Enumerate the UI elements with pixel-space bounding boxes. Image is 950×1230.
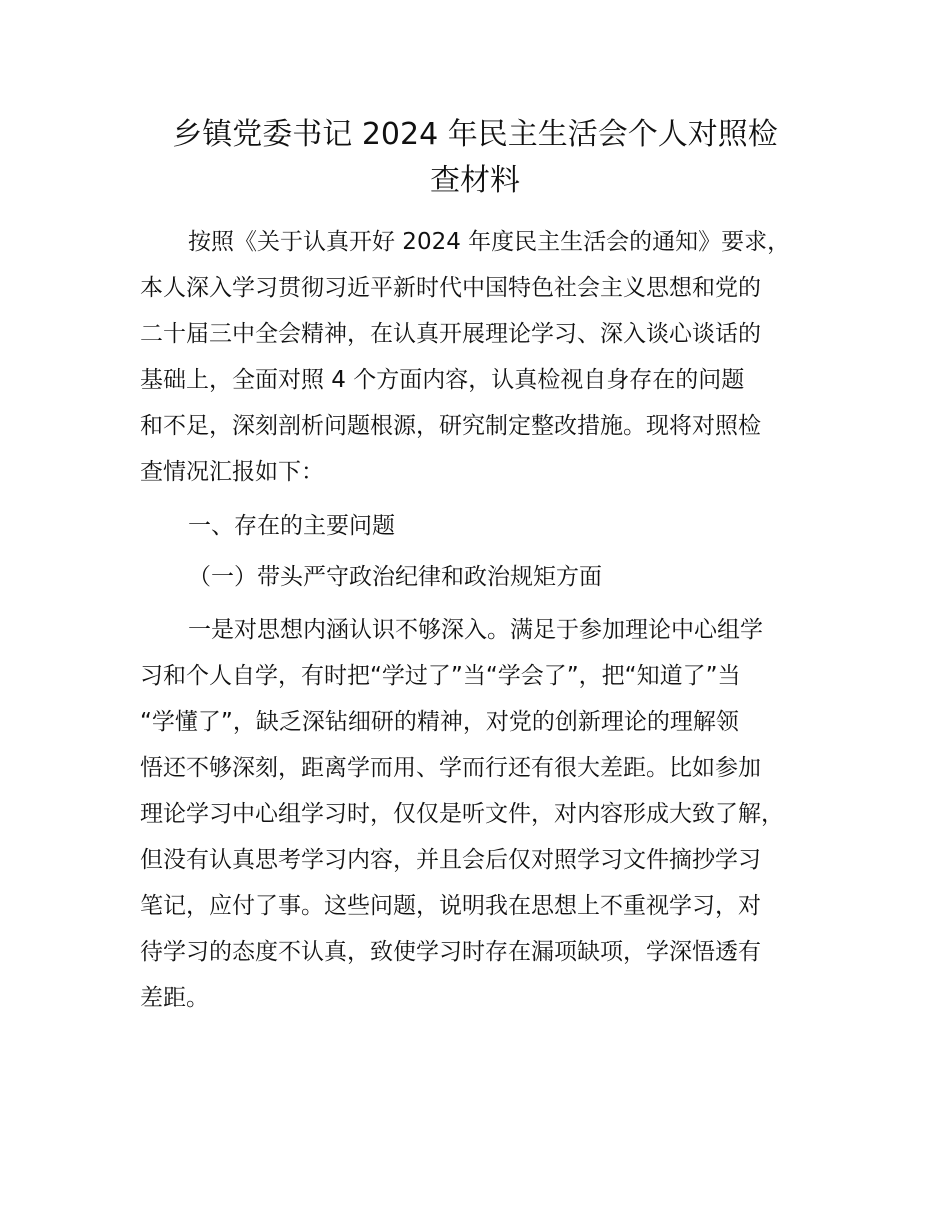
paragraph-line: 一是对思想内涵认识不够深入。满足于参加理论中心组学: [188, 617, 763, 643]
paragraph-line: 但没有认真思考学习内容，并且会后仅对照学习文件摘抄学习: [140, 847, 761, 873]
paragraph-line: 悟还不够深刻，距离学而用、学而行还有很大差距。比如参加: [140, 755, 761, 781]
paragraph-line: 笔记，应付了事。这些问题，说明我在思想上不重视学习，对: [140, 893, 761, 919]
subsection-heading: （一）带头严守政治纪律和政治规矩方面: [188, 564, 602, 590]
intro-line: 基础上，全面对照 4 个方面内容，认真检视自身存在的问题: [140, 367, 745, 393]
paragraph-line: 习和个人自学，有时把“学过了”当“学会了”，把“知道了”当: [140, 663, 741, 689]
paragraph-line: 理论学习中心组学习时，仅仅是听文件，对内容形成大致了解，: [140, 801, 784, 827]
intro-line: 和不足，深刻剖析问题根源，研究制定整改措施。现将对照检: [140, 413, 761, 439]
intro-line: 查情况汇报如下：: [140, 459, 324, 485]
document-title-line-2: 查材料: [430, 163, 520, 198]
intro-line: 按照《关于认真开好 2024 年度民主生活会的通知》要求，: [188, 229, 791, 255]
intro-line: 二十届三中全会精神，在认真开展理论学习、深入谈心谈话的: [140, 321, 761, 347]
paragraph-line: 差距。: [140, 985, 209, 1011]
section-heading: 一、存在的主要问题: [188, 513, 395, 539]
intro-line: 本人深入学习贯彻习近平新时代中国特色社会主义思想和党的: [140, 275, 761, 301]
paragraph-line: 待学习的态度不认真，致使学习时存在漏项缺项，学深悟透有: [140, 939, 761, 965]
paragraph-line: “学懂了”，缺乏深钻细研的精神，对党的创新理论的理解领: [140, 709, 739, 735]
document-title-line-1: 乡镇党委书记 2024 年民主生活会个人对照检: [172, 117, 778, 152]
